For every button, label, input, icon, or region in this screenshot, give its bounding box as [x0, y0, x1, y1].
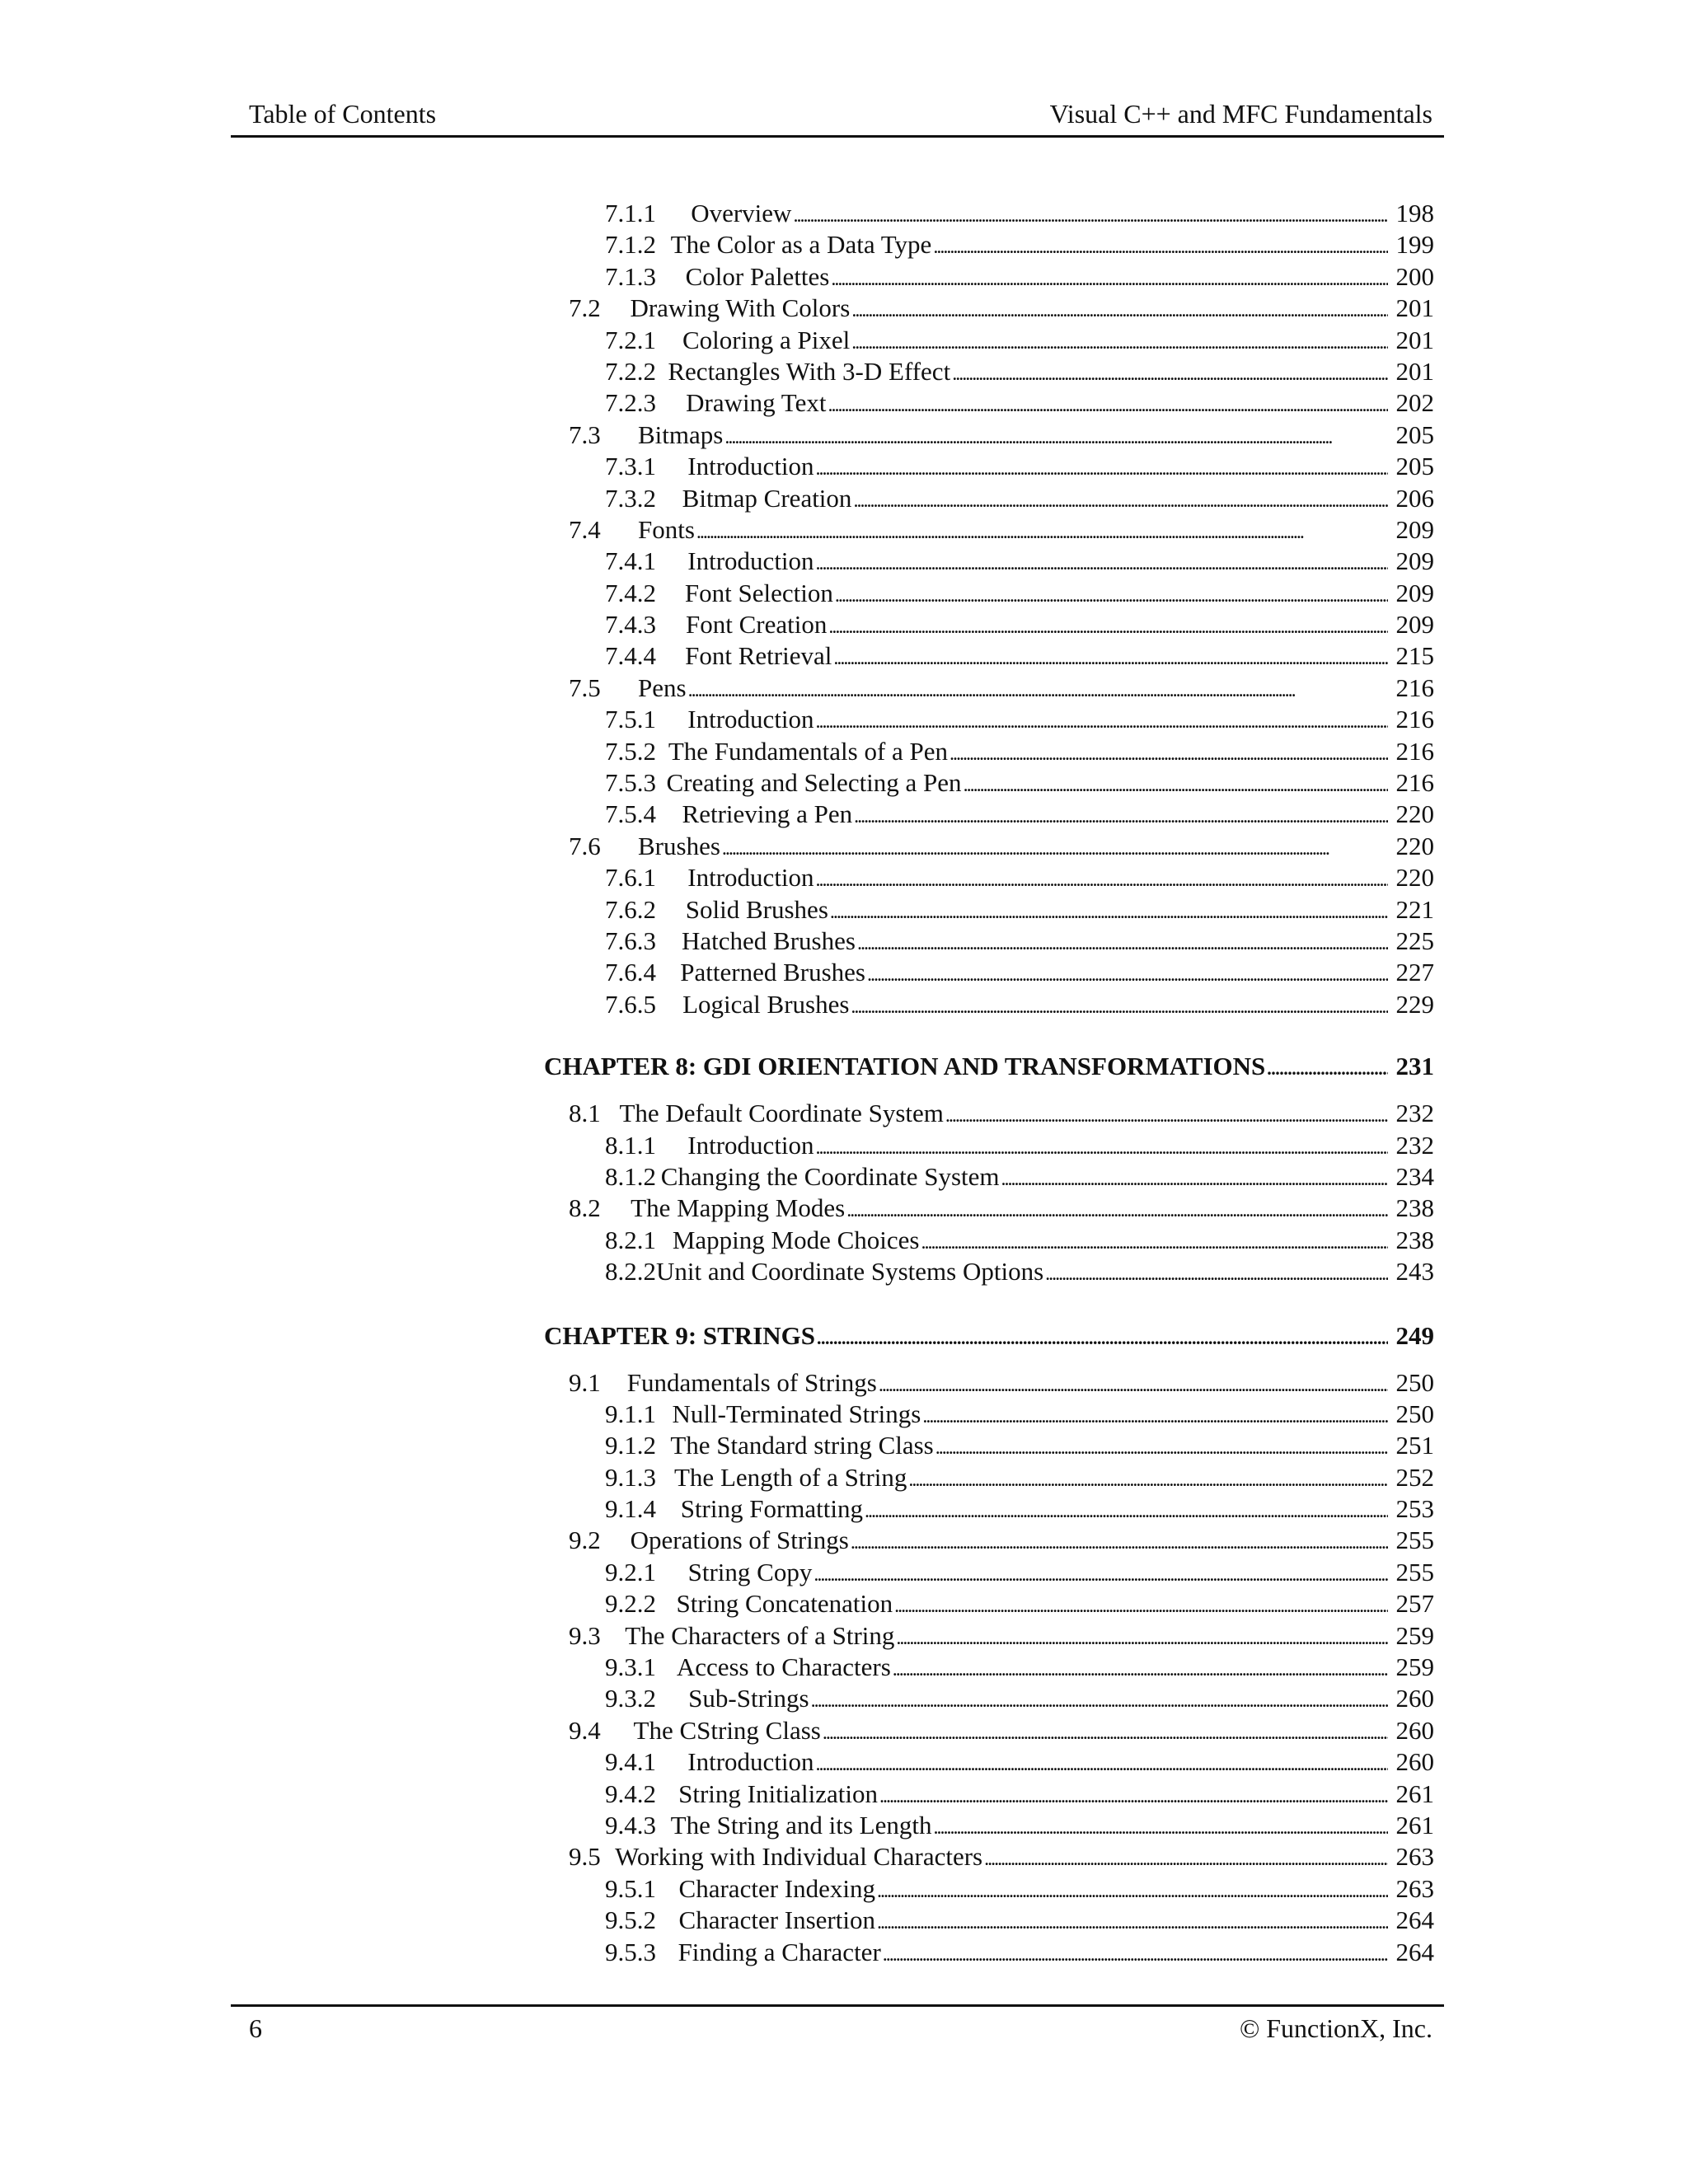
toc-entry[interactable] — [544, 546, 1434, 577]
dot-leader — [984, 1841, 1388, 1875]
section-page-number: 206 — [1395, 483, 1434, 513]
section-title: Character Insertion — [678, 1905, 875, 1935]
section-page-number: 225 — [1395, 926, 1434, 955]
section-number: 7.3.1 — [605, 452, 656, 481]
chapter-title: CHAPTER 9: STRINGS — [544, 1320, 815, 1350]
dot-leader — [811, 1683, 1388, 1717]
toc-entry[interactable] — [544, 1683, 1434, 1714]
toc-entry[interactable] — [544, 831, 1434, 862]
section-title: Mapping Mode Choices — [672, 1225, 920, 1254]
section-page-number: 232 — [1395, 1130, 1434, 1160]
dot-leader — [879, 1779, 1388, 1812]
section-page-number: 255 — [1395, 1526, 1434, 1555]
dot-leader — [1045, 1256, 1388, 1290]
section-number: 7.5.3 — [605, 768, 656, 798]
toc-entry[interactable] — [544, 356, 1434, 387]
section-number: 9.4.3 — [605, 1810, 656, 1840]
section-page-number: 255 — [1395, 1557, 1434, 1586]
header-left-title: Table of Contents — [249, 99, 437, 129]
dot-leader — [851, 989, 1388, 1023]
section-number: 8.1.1 — [605, 1130, 656, 1160]
page-footer — [231, 2004, 1444, 2043]
chapter-page-number: 249 — [1395, 1320, 1434, 1350]
toc-entry[interactable] — [544, 957, 1434, 988]
dot-leader — [688, 673, 1388, 706]
toc-entry[interactable] — [544, 229, 1434, 260]
toc-entry[interactable] — [544, 736, 1434, 767]
section-page-number: 259 — [1395, 1620, 1434, 1650]
toc-entry[interactable] — [544, 989, 1434, 1020]
section-number: 7.5.2 — [605, 736, 656, 766]
dot-leader — [933, 229, 1388, 263]
section-title: Changing the Coordinate System — [660, 1161, 1000, 1191]
section-page-number: 259 — [1395, 1652, 1434, 1682]
dot-leader — [952, 356, 1388, 390]
section-title: Font Selection — [684, 578, 833, 607]
section-title: Brushes — [638, 831, 720, 860]
section-title: Introduction — [687, 1747, 814, 1777]
section-title: Character Indexing — [678, 1873, 875, 1903]
section-page-number: 209 — [1395, 546, 1434, 576]
section-number: 7.5 — [569, 673, 601, 702]
section-title: Operations of Strings — [630, 1526, 849, 1555]
section-title: Rectangles With 3-D Effect — [668, 356, 951, 386]
section-number: 7.4 — [569, 514, 601, 544]
section-page-number: 221 — [1395, 894, 1434, 924]
toc-entry[interactable] — [544, 1620, 1434, 1652]
dot-leader — [877, 1905, 1388, 1938]
toc-entry[interactable] — [544, 387, 1434, 419]
section-title: Drawing With Colors — [630, 293, 851, 323]
toc-entry[interactable] — [544, 673, 1434, 704]
section-number: 9.1.4 — [605, 1494, 656, 1524]
dot-leader — [933, 1810, 1388, 1844]
section-number: 7.1.3 — [605, 261, 656, 291]
section-page-number: 264 — [1395, 1937, 1434, 1966]
section-number: 9.3.2 — [605, 1684, 656, 1713]
toc-entry[interactable] — [544, 862, 1434, 893]
section-number: 8.2.1 — [605, 1225, 656, 1254]
section-title: Pens — [638, 673, 687, 702]
section-number: 8.2.2 — [605, 1257, 656, 1286]
section-title: The Length of a String — [674, 1462, 907, 1492]
section-number: 9.5.2 — [605, 1905, 656, 1935]
section-title: String Concatenation — [676, 1589, 893, 1619]
toc-entry[interactable] — [544, 578, 1434, 609]
section-number: 9.4.2 — [605, 1779, 656, 1808]
section-page-number: 238 — [1395, 1225, 1434, 1254]
section-number: 8.2 — [569, 1193, 601, 1223]
section-page-number: 202 — [1395, 388, 1434, 418]
toc-entry[interactable] — [544, 1225, 1434, 1256]
dot-leader — [816, 546, 1388, 579]
toc-entry[interactable] — [544, 1493, 1434, 1525]
toc-entry[interactable] — [544, 1256, 1434, 1287]
section-page-number: 216 — [1395, 768, 1434, 798]
section-page-number: 264 — [1395, 1905, 1434, 1935]
dot-leader — [817, 1319, 1388, 1355]
dot-leader — [828, 387, 1388, 421]
section-page-number: 234 — [1395, 1161, 1434, 1191]
section-title: Hatched Brushes — [682, 926, 856, 955]
section-number: 9.2.2 — [605, 1589, 656, 1619]
section-number: 9.1.3 — [605, 1462, 656, 1492]
section-title: String Copy — [687, 1557, 813, 1586]
section-title: Fundamentals of Strings — [626, 1367, 877, 1397]
section-number: 9.2 — [569, 1526, 601, 1555]
dot-leader — [1001, 1161, 1388, 1195]
toc-entry[interactable] — [544, 1557, 1434, 1588]
section-number: 8.1 — [569, 1099, 601, 1128]
dot-leader — [851, 325, 1388, 359]
section-title: Patterned Brushes — [680, 958, 865, 987]
toc-entry[interactable] — [544, 1430, 1434, 1461]
section-title: Working with Individual Characters — [615, 1842, 983, 1872]
section-number: 9.5.3 — [605, 1937, 656, 1966]
table-of-contents — [544, 198, 1434, 1968]
section-page-number: 263 — [1395, 1842, 1434, 1872]
dot-leader — [831, 261, 1388, 295]
section-number: 7.4.1 — [605, 546, 656, 576]
toc-entry[interactable] — [544, 1715, 1434, 1746]
section-number: 9.5.1 — [605, 1873, 656, 1903]
section-title: Drawing Text — [686, 388, 827, 418]
section-page-number: 238 — [1395, 1193, 1434, 1223]
dot-leader — [846, 1193, 1388, 1226]
dot-leader — [908, 1462, 1388, 1496]
dot-leader — [893, 1652, 1388, 1685]
section-page-number: 199 — [1395, 230, 1434, 260]
toc-entry[interactable] — [544, 767, 1434, 799]
section-page-number: 251 — [1395, 1431, 1434, 1460]
chapter-heading[interactable] — [544, 1050, 1434, 1083]
section-page-number: 250 — [1395, 1367, 1434, 1397]
section-title: Access to Characters — [676, 1652, 891, 1682]
dot-leader — [867, 957, 1388, 991]
section-title: Null-Terminated Strings — [672, 1399, 921, 1428]
section-number: 7.6.1 — [605, 863, 656, 893]
toc-entry[interactable] — [544, 1130, 1434, 1161]
dot-leader — [835, 578, 1388, 612]
dot-leader — [816, 1130, 1388, 1164]
toc-entry[interactable] — [544, 293, 1434, 324]
section-page-number: 252 — [1395, 1462, 1434, 1492]
dot-leader — [816, 451, 1388, 485]
toc-entry[interactable] — [544, 1905, 1434, 1936]
section-number: 9.4 — [569, 1715, 601, 1745]
section-page-number: 253 — [1395, 1494, 1434, 1524]
section-number: 7.1.2 — [605, 230, 656, 260]
section-number: 9.3 — [569, 1620, 601, 1650]
dot-leader — [894, 1588, 1388, 1622]
dot-leader — [950, 736, 1388, 770]
dot-leader — [964, 767, 1388, 801]
section-number: 7.3.2 — [605, 483, 656, 513]
toc-entry[interactable] — [544, 926, 1434, 957]
toc-entry[interactable] — [544, 325, 1434, 356]
section-number: 7.6.3 — [605, 926, 656, 955]
section-number: 7.6.4 — [605, 958, 656, 987]
toc-entry[interactable] — [544, 514, 1434, 546]
section-number: 7.2 — [569, 293, 601, 323]
section-title: The String and its Length — [670, 1810, 932, 1840]
section-number: 9.5 — [569, 1842, 601, 1872]
section-page-number: 201 — [1395, 356, 1434, 386]
section-page-number: 198 — [1395, 199, 1434, 227]
section-number: 7.5.1 — [605, 705, 656, 734]
section-number: 9.3.1 — [605, 1652, 656, 1682]
section-title: The CString Class — [633, 1715, 821, 1745]
section-title: Solid Brushes — [685, 894, 828, 924]
toc-entry[interactable] — [544, 261, 1434, 293]
dot-leader — [865, 1493, 1388, 1527]
section-page-number: 201 — [1395, 325, 1434, 354]
toc-entry[interactable] — [544, 1652, 1434, 1683]
toc-entry[interactable] — [544, 704, 1434, 735]
section-number: 9.1.2 — [605, 1431, 656, 1460]
toc-entry[interactable] — [544, 1810, 1434, 1841]
dot-leader — [854, 799, 1388, 832]
dot-leader — [896, 1620, 1388, 1654]
section-page-number: 229 — [1395, 989, 1434, 1019]
chapter-heading[interactable] — [544, 1319, 1434, 1352]
toc-entry[interactable] — [544, 894, 1434, 926]
copyright: © FunctionX, Inc. — [1239, 2013, 1432, 2043]
toc-entry[interactable] — [544, 640, 1434, 672]
toc-entry[interactable] — [544, 1098, 1434, 1129]
section-page-number: 261 — [1395, 1810, 1434, 1840]
section-page-number: 201 — [1395, 293, 1434, 323]
section-page-number: 220 — [1395, 831, 1434, 860]
dot-leader — [814, 1557, 1388, 1591]
section-page-number: 257 — [1395, 1589, 1434, 1619]
section-title: Introduction — [687, 1130, 814, 1160]
section-number: 7.6 — [569, 831, 601, 860]
section-title: Introduction — [687, 705, 814, 734]
section-number: 7.4.4 — [605, 641, 656, 671]
section-title: Bitmaps — [638, 419, 724, 449]
dot-leader — [853, 483, 1388, 517]
toc-entry[interactable] — [544, 1462, 1434, 1493]
dot-leader — [833, 640, 1388, 674]
section-title: The Standard string Class — [670, 1431, 934, 1460]
dot-leader — [823, 1715, 1388, 1749]
section-number: 7.6.5 — [605, 989, 656, 1019]
toc-entry[interactable] — [544, 419, 1434, 451]
dot-leader — [851, 293, 1388, 326]
section-number: 9.1 — [569, 1367, 601, 1397]
section-title: Introduction — [687, 863, 814, 893]
dot-leader — [857, 926, 1388, 959]
section-page-number: 216 — [1395, 673, 1434, 702]
section-title: Coloring a Pixel — [682, 325, 851, 354]
section-title: Retrieving a Pen — [682, 799, 853, 829]
section-number: 7.2.2 — [605, 356, 656, 386]
section-page-number: 232 — [1395, 1099, 1434, 1128]
section-number: 9.2.1 — [605, 1557, 656, 1586]
toc-entry[interactable] — [544, 1746, 1434, 1778]
dot-leader — [722, 831, 1388, 865]
section-number: 7.1.1 — [605, 199, 656, 227]
toc-entry[interactable] — [544, 1937, 1434, 1968]
toc-entry[interactable] — [544, 1193, 1434, 1224]
section-title: String Formatting — [680, 1494, 864, 1524]
toc-entry[interactable] — [544, 483, 1434, 514]
dot-leader — [879, 1367, 1388, 1401]
toc-entry[interactable] — [544, 1399, 1434, 1430]
dot-leader — [828, 609, 1388, 643]
section-title: Bitmap Creation — [682, 483, 852, 513]
dot-leader — [696, 514, 1388, 548]
toc-entry[interactable] — [544, 1588, 1434, 1619]
dot-leader — [724, 419, 1388, 453]
section-title: The Color as a Data Type — [670, 230, 932, 260]
section-title: Font Retrieval — [685, 641, 832, 671]
toc-entry[interactable] — [544, 1367, 1434, 1399]
section-title: Font Creation — [686, 610, 828, 640]
dot-leader — [793, 198, 1388, 232]
section-number: 9.1.1 — [605, 1399, 656, 1428]
toc-entry[interactable] — [544, 451, 1434, 482]
section-title: The Default Coordinate System — [619, 1099, 944, 1128]
section-page-number: 205 — [1395, 452, 1434, 481]
section-title: Creating and Selecting a Pen — [666, 768, 962, 798]
toc-entry[interactable] — [544, 198, 1434, 229]
section-page-number: 220 — [1395, 799, 1434, 829]
section-number: 8.1.2 — [605, 1161, 656, 1191]
section-title: Introduction — [687, 452, 814, 481]
toc-entry[interactable] — [544, 1779, 1434, 1810]
section-title: Unit and Coordinate Systems Options — [656, 1257, 1044, 1286]
section-page-number: 209 — [1395, 610, 1434, 640]
dot-leader — [816, 862, 1388, 896]
toc-entry[interactable] — [544, 1841, 1434, 1872]
toc-entry[interactable] — [544, 1161, 1434, 1193]
section-number: 7.2.3 — [605, 388, 656, 418]
dot-leader — [816, 1746, 1388, 1780]
section-page-number: 209 — [1395, 578, 1434, 607]
dot-leader — [945, 1098, 1388, 1132]
dot-leader — [830, 894, 1388, 928]
section-number: 7.4.2 — [605, 578, 656, 607]
section-page-number: 215 — [1395, 641, 1434, 671]
section-number: 7.5.4 — [605, 799, 656, 829]
section-page-number: 227 — [1395, 958, 1434, 987]
header-book-title: Visual C++ and MFC Fundamentals — [1049, 99, 1432, 129]
section-number: 9.4.1 — [605, 1747, 656, 1777]
toc-entry[interactable] — [544, 1873, 1434, 1905]
section-page-number: 261 — [1395, 1779, 1434, 1808]
section-page-number: 243 — [1395, 1257, 1434, 1286]
dot-leader — [883, 1937, 1388, 1971]
section-page-number: 220 — [1395, 863, 1434, 893]
section-page-number: 216 — [1395, 705, 1434, 734]
section-page-number: 260 — [1395, 1684, 1434, 1713]
section-page-number: 263 — [1395, 1873, 1434, 1903]
section-title: Fonts — [638, 514, 695, 544]
dot-leader — [922, 1399, 1388, 1432]
dot-leader — [935, 1430, 1388, 1464]
section-number: 7.2.1 — [605, 325, 656, 354]
toc-entry[interactable] — [544, 1525, 1434, 1556]
page-number: 6 — [249, 2013, 262, 2043]
section-title: Logical Brushes — [682, 989, 850, 1019]
section-number: 7.3 — [569, 419, 601, 449]
section-page-number: 250 — [1395, 1399, 1434, 1428]
toc-entry[interactable] — [544, 609, 1434, 640]
section-title: Color Palettes — [685, 261, 830, 291]
section-title: Overview — [691, 199, 792, 227]
dot-leader — [877, 1873, 1388, 1907]
section-title: The Mapping Modes — [631, 1193, 846, 1223]
section-title: The Characters of a String — [625, 1620, 895, 1650]
section-page-number: 216 — [1395, 736, 1434, 766]
dot-leader — [816, 704, 1388, 738]
chapter-title: CHAPTER 8: GDI ORIENTATION AND TRANSFORMATIONS — [544, 1052, 1266, 1081]
section-number: 7.6.2 — [605, 894, 656, 924]
page-header — [231, 97, 1444, 138]
chapter-page-number: 231 — [1395, 1052, 1434, 1081]
section-title: String Initialization — [678, 1779, 879, 1808]
dot-leader — [851, 1525, 1388, 1558]
section-page-number: 260 — [1395, 1747, 1434, 1777]
section-number: 7.4.3 — [605, 610, 656, 640]
dot-leader — [1267, 1050, 1388, 1085]
section-page-number: 205 — [1395, 419, 1434, 449]
section-title: Introduction — [687, 546, 814, 576]
section-title: Sub-Strings — [688, 1684, 809, 1713]
section-page-number: 260 — [1395, 1715, 1434, 1745]
section-page-number: 200 — [1395, 261, 1434, 291]
section-title: The Fundamentals of a Pen — [668, 736, 949, 766]
section-title: Finding a Character — [678, 1937, 881, 1966]
section-page-number: 209 — [1395, 514, 1434, 544]
dot-leader — [921, 1225, 1388, 1258]
toc-entry[interactable] — [544, 799, 1434, 830]
